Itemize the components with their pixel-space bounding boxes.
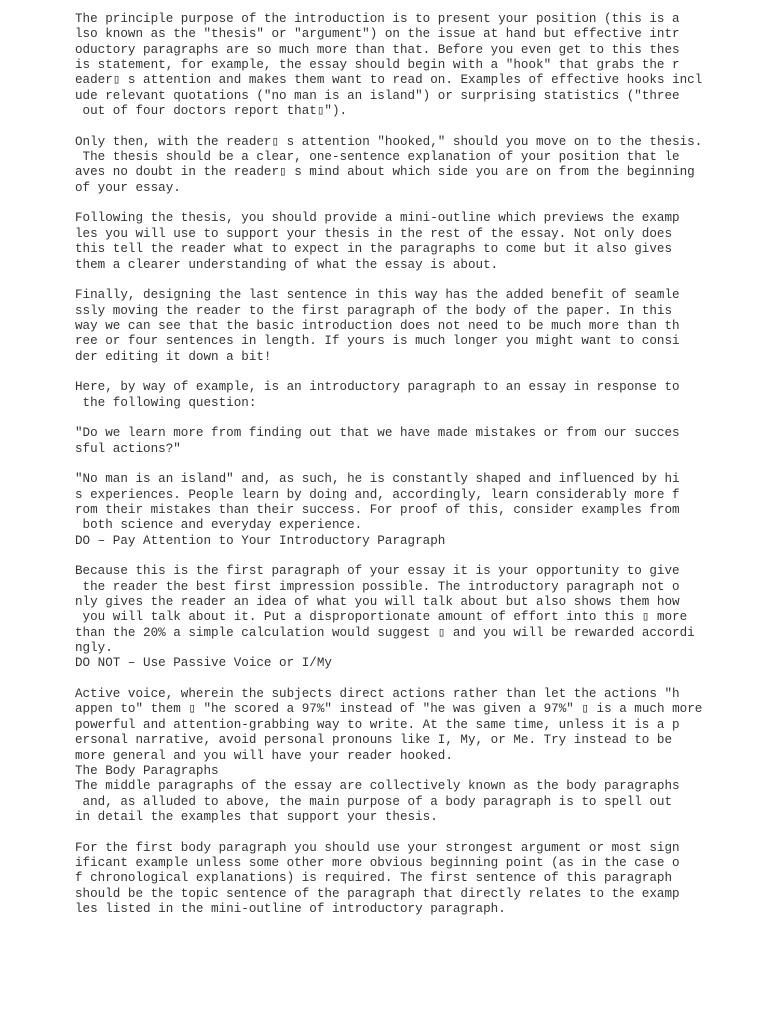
- text-line: ude relevant quotations ("no man is an island") or surprising statistics ("three: [75, 88, 680, 103]
- text-line: der editing it down a bit!: [75, 349, 272, 364]
- text-line: les listed in the mini-outline of introductory paragraph.: [75, 901, 506, 916]
- text-line: ngly.: [75, 641, 113, 656]
- text-line: way we can see that the basic introduction does not need to be much more than th: [75, 318, 680, 333]
- text-line: DO NOT – Use Passive Voice or I/My: [75, 656, 332, 671]
- text-line: sful actions?": [75, 441, 181, 456]
- paragraph: [75, 841, 755, 918]
- paragraph: [75, 380, 755, 411]
- text-line: "No man is an island" and, as such, he is constantly shaped and influenced by hi: [75, 472, 680, 487]
- text-line: this tell the reader what to expect in the paragraphs to come but it also gives: [75, 242, 673, 257]
- text-line: the reader the best first impression possible. The introductory paragraph not o: [75, 579, 680, 594]
- text-line: Finally, designing the last sentence in this way has the added benefit of seamle: [75, 288, 680, 303]
- text-line: is statement, for example, the essay should begin with a "hook" that grabs the r: [75, 58, 680, 73]
- text-line: oductory paragraphs are so much more than that. Before you even get to this thes: [75, 42, 680, 57]
- text-line: For the first body paragraph you should use your strongest argument or most sign: [75, 840, 680, 855]
- text-line: Only then, with the reader▯ s attention "hooked," should you move on to the thesis.: [75, 134, 703, 149]
- text-line: Following the thesis, you should provide a mini-outline which previews the examp: [75, 211, 680, 226]
- text-line: out of four doctors report that▯").: [75, 104, 348, 119]
- paragraph: [75, 472, 755, 549]
- text-line: powerful and attention-grabbing way to write. At the same time, unless it is a p: [75, 717, 680, 732]
- document-body: [75, 12, 755, 933]
- text-line: you will talk about it. Put a disproportionate amount of effort into this ▯ more: [75, 610, 688, 625]
- text-line: should be the topic sentence of the paragraph that directly relates to the examp: [75, 886, 680, 901]
- text-line: Here, by way of example, is an introductory paragraph to an essay in response to: [75, 380, 680, 395]
- text-line: "Do we learn more from finding out that we have made mistakes or from our succes: [75, 426, 680, 441]
- text-line: nly gives the reader an idea of what you will talk about but also shows them how: [75, 595, 680, 610]
- text-line: and, as alluded to above, the main purpose of a body paragraph is to spell out: [75, 794, 673, 809]
- text-line: the following question:: [75, 395, 257, 410]
- paragraph: [75, 12, 755, 119]
- paragraph: [75, 687, 755, 825]
- text-line: lso known as the "thesis" or "argument") on the issue at hand but effective intr: [75, 27, 680, 42]
- paragraph: [75, 211, 755, 272]
- text-line: than the 20% a simple calculation would suggest ▯ and you will be rewarded accordi: [75, 625, 695, 640]
- paragraph: [75, 288, 755, 365]
- text-line: both science and everyday experience.: [75, 518, 363, 533]
- text-line: aves no doubt in the reader▯ s mind about which side you are on from the beginning: [75, 165, 695, 180]
- text-line: The thesis should be a clear, one-sentence explanation of your position that le: [75, 150, 680, 165]
- text-line: rom their mistakes than their success. For proof of this, consider examples from: [75, 503, 680, 517]
- text-line: f chronological explanations) is required. The first sentence of this paragraph: [75, 871, 673, 886]
- text-line: of your essay.: [75, 180, 181, 195]
- paragraph: [75, 564, 755, 671]
- text-line: eader▯ s attention and makes them want to read on. Examples of effective hooks incl: [75, 73, 703, 88]
- text-line: in detail the examples that support your thesis.: [75, 809, 438, 824]
- paragraph: [75, 426, 755, 457]
- text-line: The Body Paragraphs: [75, 763, 219, 778]
- paragraph: [75, 135, 755, 196]
- text-line: ssly moving the reader to the first paragraph of the body of the paper. In this: [75, 303, 673, 318]
- text-line: appen to" them ▯ "he scored a 97%" instead of "he was given a 97%" ▯ is a much more: [75, 702, 703, 717]
- text-line: DO – Pay Attention to Your Introductory Paragraph: [75, 533, 446, 548]
- text-line: ree or four sentences in length. If yours is much longer you might want to consi: [75, 334, 680, 349]
- text-line: Active voice, wherein the subjects direct actions rather than let the actions "h: [75, 687, 680, 702]
- text-line: more general and you will have your reader hooked.: [75, 748, 453, 763]
- text-line: Because this is the first paragraph of your essay it is your opportunity to give: [75, 564, 680, 579]
- text-line: ersonal narrative, avoid personal pronouns like I, My, or Me. Try instead to be: [75, 733, 673, 748]
- text-line: s experiences. People learn by doing and, accordingly, learn considerably more f: [75, 487, 680, 502]
- text-line: ificant example unless some other more obvious beginning point (as in the case o: [75, 855, 680, 870]
- text-line: les you will use to support your thesis in the rest of the essay. Not only does: [75, 226, 673, 241]
- text-line: them a clearer understanding of what the essay is about.: [75, 257, 499, 272]
- text-line: The middle paragraphs of the essay are collectively known as the body paragraphs: [75, 779, 680, 794]
- text-line: The principle purpose of the introduction is to present your position (this is a: [75, 12, 680, 26]
